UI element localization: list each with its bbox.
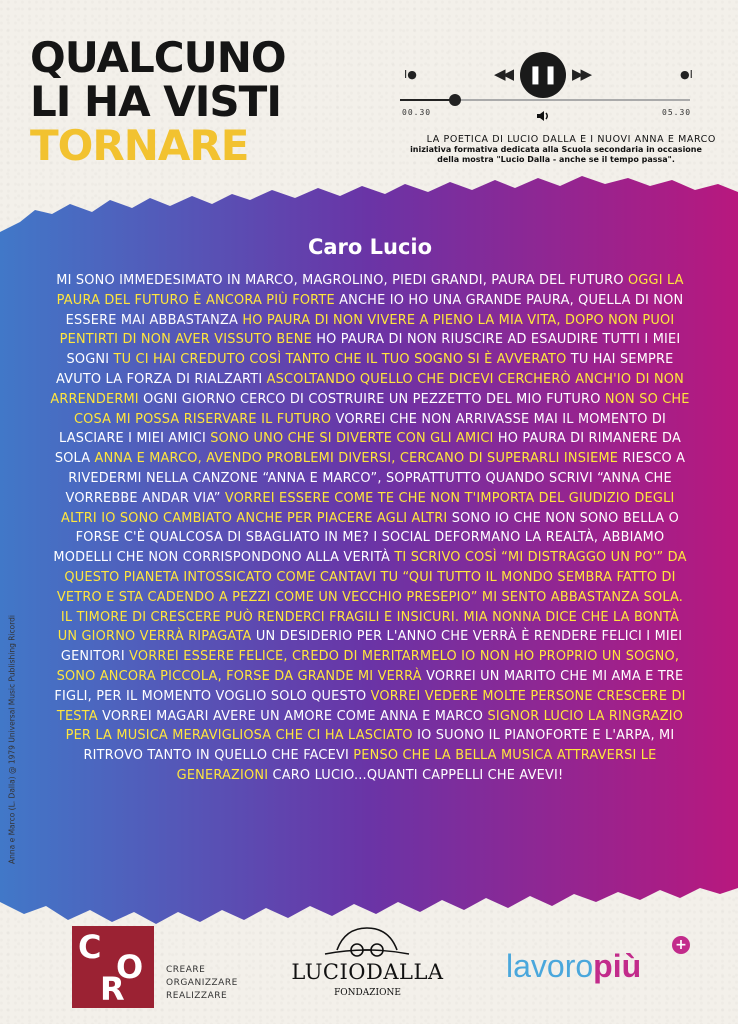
letter-segment: OGNI GIORNO CERCO DI COSTRUIRE UN PEZZETTO DEL MIO FUTURO <box>143 391 605 407</box>
letter-segment: HO PAURA DI RIMANERE DA SOLA <box>54 431 681 467</box>
lp-text-a: lavoro <box>506 948 594 984</box>
cor-letter-c: C <box>78 928 102 966</box>
copyright-credit: Anna e Marco (L. Dalla) @ 1979 Universal Music Publishing Ricordi <box>7 614 17 865</box>
forward-icon[interactable]: ▶▶ <box>572 65 590 83</box>
plus-icon: + <box>672 936 690 954</box>
highlight-segment: SONO UNO CHE SI DIVERTE CON GLI AMICI <box>210 431 498 447</box>
highlight-segment: PENSO CHE LA BELLA MUSICA ATTRAVERSI LE GENERAZIONI <box>176 748 657 783</box>
ld-name: LUCIODALLA <box>291 960 444 984</box>
letter-segment: IO SUONO IL PIANOFORTE E L'ARPA, MI RITROVO TANTO IN QUELLO CHE FACEVI <box>83 728 675 764</box>
letter-segment: SONO IO CHE NON SONO BELLA O FORSE C'È QUALCOSA DI SBAGLIATO IN ME? I SOCIAL DEFORMANO LA REALTÀ, ABBIAMO MODELLI CHE NON CORRISPONDONO ALLA VERITÀ <box>53 510 679 566</box>
highlight-segment: VORREI VEDERE MOLTE PERSONE CRESCERE DI TESTA <box>56 688 686 724</box>
skip-end-icon[interactable]: ●I <box>680 68 693 81</box>
highlight-segment: OGGI LA PAURA DEL FUTURO È ANCORA PIÙ FORTE <box>56 273 684 308</box>
letter-segment: TU HAI SEMPRE AVUTO LA FORZA DI RIALZARTI <box>55 352 674 387</box>
letter-segment: VORREI MAGARI AVERE UN AMORE COME ANNA E MARCO <box>102 708 488 724</box>
letter-segment: HO PAURA DI NON RIUSCIRE AD ESAUDIRE TUTTI I MIEI SOGNI <box>66 332 681 368</box>
highlight-segment: SIGNOR LUCIO LA RINGRAZIO PER LA MUSICA MERAVIGLIOSA CHE CI HA LASCIATO <box>65 708 684 744</box>
letter-segment: RIESCO A RIVEDERMI NELLA CANZONE “ANNA E MARCO”, SOPRATTUTTO QUANDO SCRIVI “ANNA CHE VORREBBE ANDAR VIA” <box>65 451 686 506</box>
time-end: 05.30 <box>662 108 692 117</box>
lucio-dalla-foundation-logo <box>285 920 450 1010</box>
subtitle-main: LA POETICA DI LUCIO DALLA E I NUOVI ANNA E MARCO <box>426 134 716 145</box>
highlight-segment: ANNA E MARCO, AVENDO PROBLEMI DIVERSI, CERCANO DI SUPERARLI INSIEME <box>94 451 623 467</box>
cor-tagline <box>166 964 238 1003</box>
rewind-icon[interactable]: ◀◀ <box>494 65 512 83</box>
letter-segment: UN DESIDERIO PER L'ANNO CHE VERRÀ È RENDERE FELICI I MIEI GENITORI <box>60 629 683 665</box>
glasses-hat-icon <box>285 920 450 960</box>
cor-word: REALIZZARE <box>166 991 228 1001</box>
letter-segment: CARO LUCIO...QUANTI CAPPELLI CHE AVEVI! <box>272 767 564 783</box>
highlight-segment: ASCOLTANDO QUELLO CHE DICEVI CERCHERÒ ANCH'IO DI NON ARRENDERMI <box>50 371 684 407</box>
cor-word: ORGANIZZARE <box>166 978 238 988</box>
cor-word: CREARE <box>166 965 206 975</box>
lp-text-b: più <box>593 948 642 984</box>
letter-segment: VORREI CHE NON ARRIVASSE MAI IL MOMENTO DI LASCIARE I MIEI AMICI <box>59 411 666 447</box>
cor-logo <box>72 926 154 1008</box>
pause-button[interactable]: ❚❚ <box>520 52 566 98</box>
highlight-segment: VORREI ESSERE COME TE CHE NON T'IMPORTA DEL GIUDIZIO DEGLI ALTRI IO SONO CAMBIATO ANCHE PER PIACERE AGLI ALTRI <box>61 490 675 526</box>
letter-segment: VORREI UN MARITO CHE MI AMA E TRE FIGLI, PER IL MOMENTO VOGLIO SOLO QUESTO <box>54 668 684 704</box>
skip-start-icon[interactable]: I● <box>404 68 417 81</box>
cor-letter-o: O <box>116 948 144 986</box>
letter-segment: MI SONO IMMEDESIMATO IN MARCO, MAGROLINO, PIEDI GRANDI, PAURA DEL FUTURO <box>56 273 628 288</box>
subtitle-line-3: della mostra "Lucio Dalla - anche se il tempo passa". <box>437 155 675 164</box>
letter-title: Caro Lucio <box>307 235 433 259</box>
title-line-1: QUALCUNO <box>30 33 286 82</box>
highlight-segment: NON SO CHE COSA MI POSSA RISERVARE IL FUTURO <box>73 391 690 427</box>
cor-letter-r: R <box>100 970 125 1008</box>
letter-segment: ANCHE IO HO UNA GRANDE PAURA, QUELLA DI NON ESSERE MAI ABBASTANZA <box>65 292 684 328</box>
highlight-segment: TI SCRIVO COSÌ “MI DISTRAGGO UN PO'” DA QUESTO PIANETA INTOSSICATO COME CANTAVI TU “QUI TUTTO IL MONDO SEMBRA FATTO DI VETRO E STA CADENDO A PEZZI COME UN VECCHIO PRESEPIO” MI SENTO ABBASTANZA SOLA. IL TIMORE DI CRESCERE PUÒ RENDERCI FRAGILI E INSICURI. MIA NONNA DICE CHE LA BONTÀ UN GIORNO VERRÀ RIPAGATA <box>56 550 687 645</box>
lavoropiu-logo <box>506 948 641 985</box>
highlight-segment: HO PAURA DI NON VIVERE A PIENO LA MIA VITA, DOPO NON PUOI PENTIRTI DI NON AVER VISSUTO BENE <box>59 312 675 348</box>
title-line-3: TORNARE <box>30 121 249 170</box>
ld-foundation: FONDAZIONE <box>334 988 401 998</box>
letter-block <box>50 235 690 786</box>
subtitle-line-2: iniziativa formativa dedicata alla Scuola secondaria in occasione <box>410 145 702 154</box>
time-start: 00.30 <box>402 108 432 117</box>
title-line-2: LI HA VISTI <box>30 77 281 126</box>
letter-body <box>50 271 690 786</box>
highlight-segment: VORREI ESSERE FELICE, CREDO DI MERITARMELO IO NON HO PROPRIO UN SOGNO, SONO ANCORA PICCOLA, FORSE DA GRANDE MI VERRÀ <box>56 649 680 684</box>
highlight-segment: TU CI HAI CREDUTO COSÌ TANTO CHE IL TUO SOGNO SI È AVVERATO <box>113 352 571 368</box>
